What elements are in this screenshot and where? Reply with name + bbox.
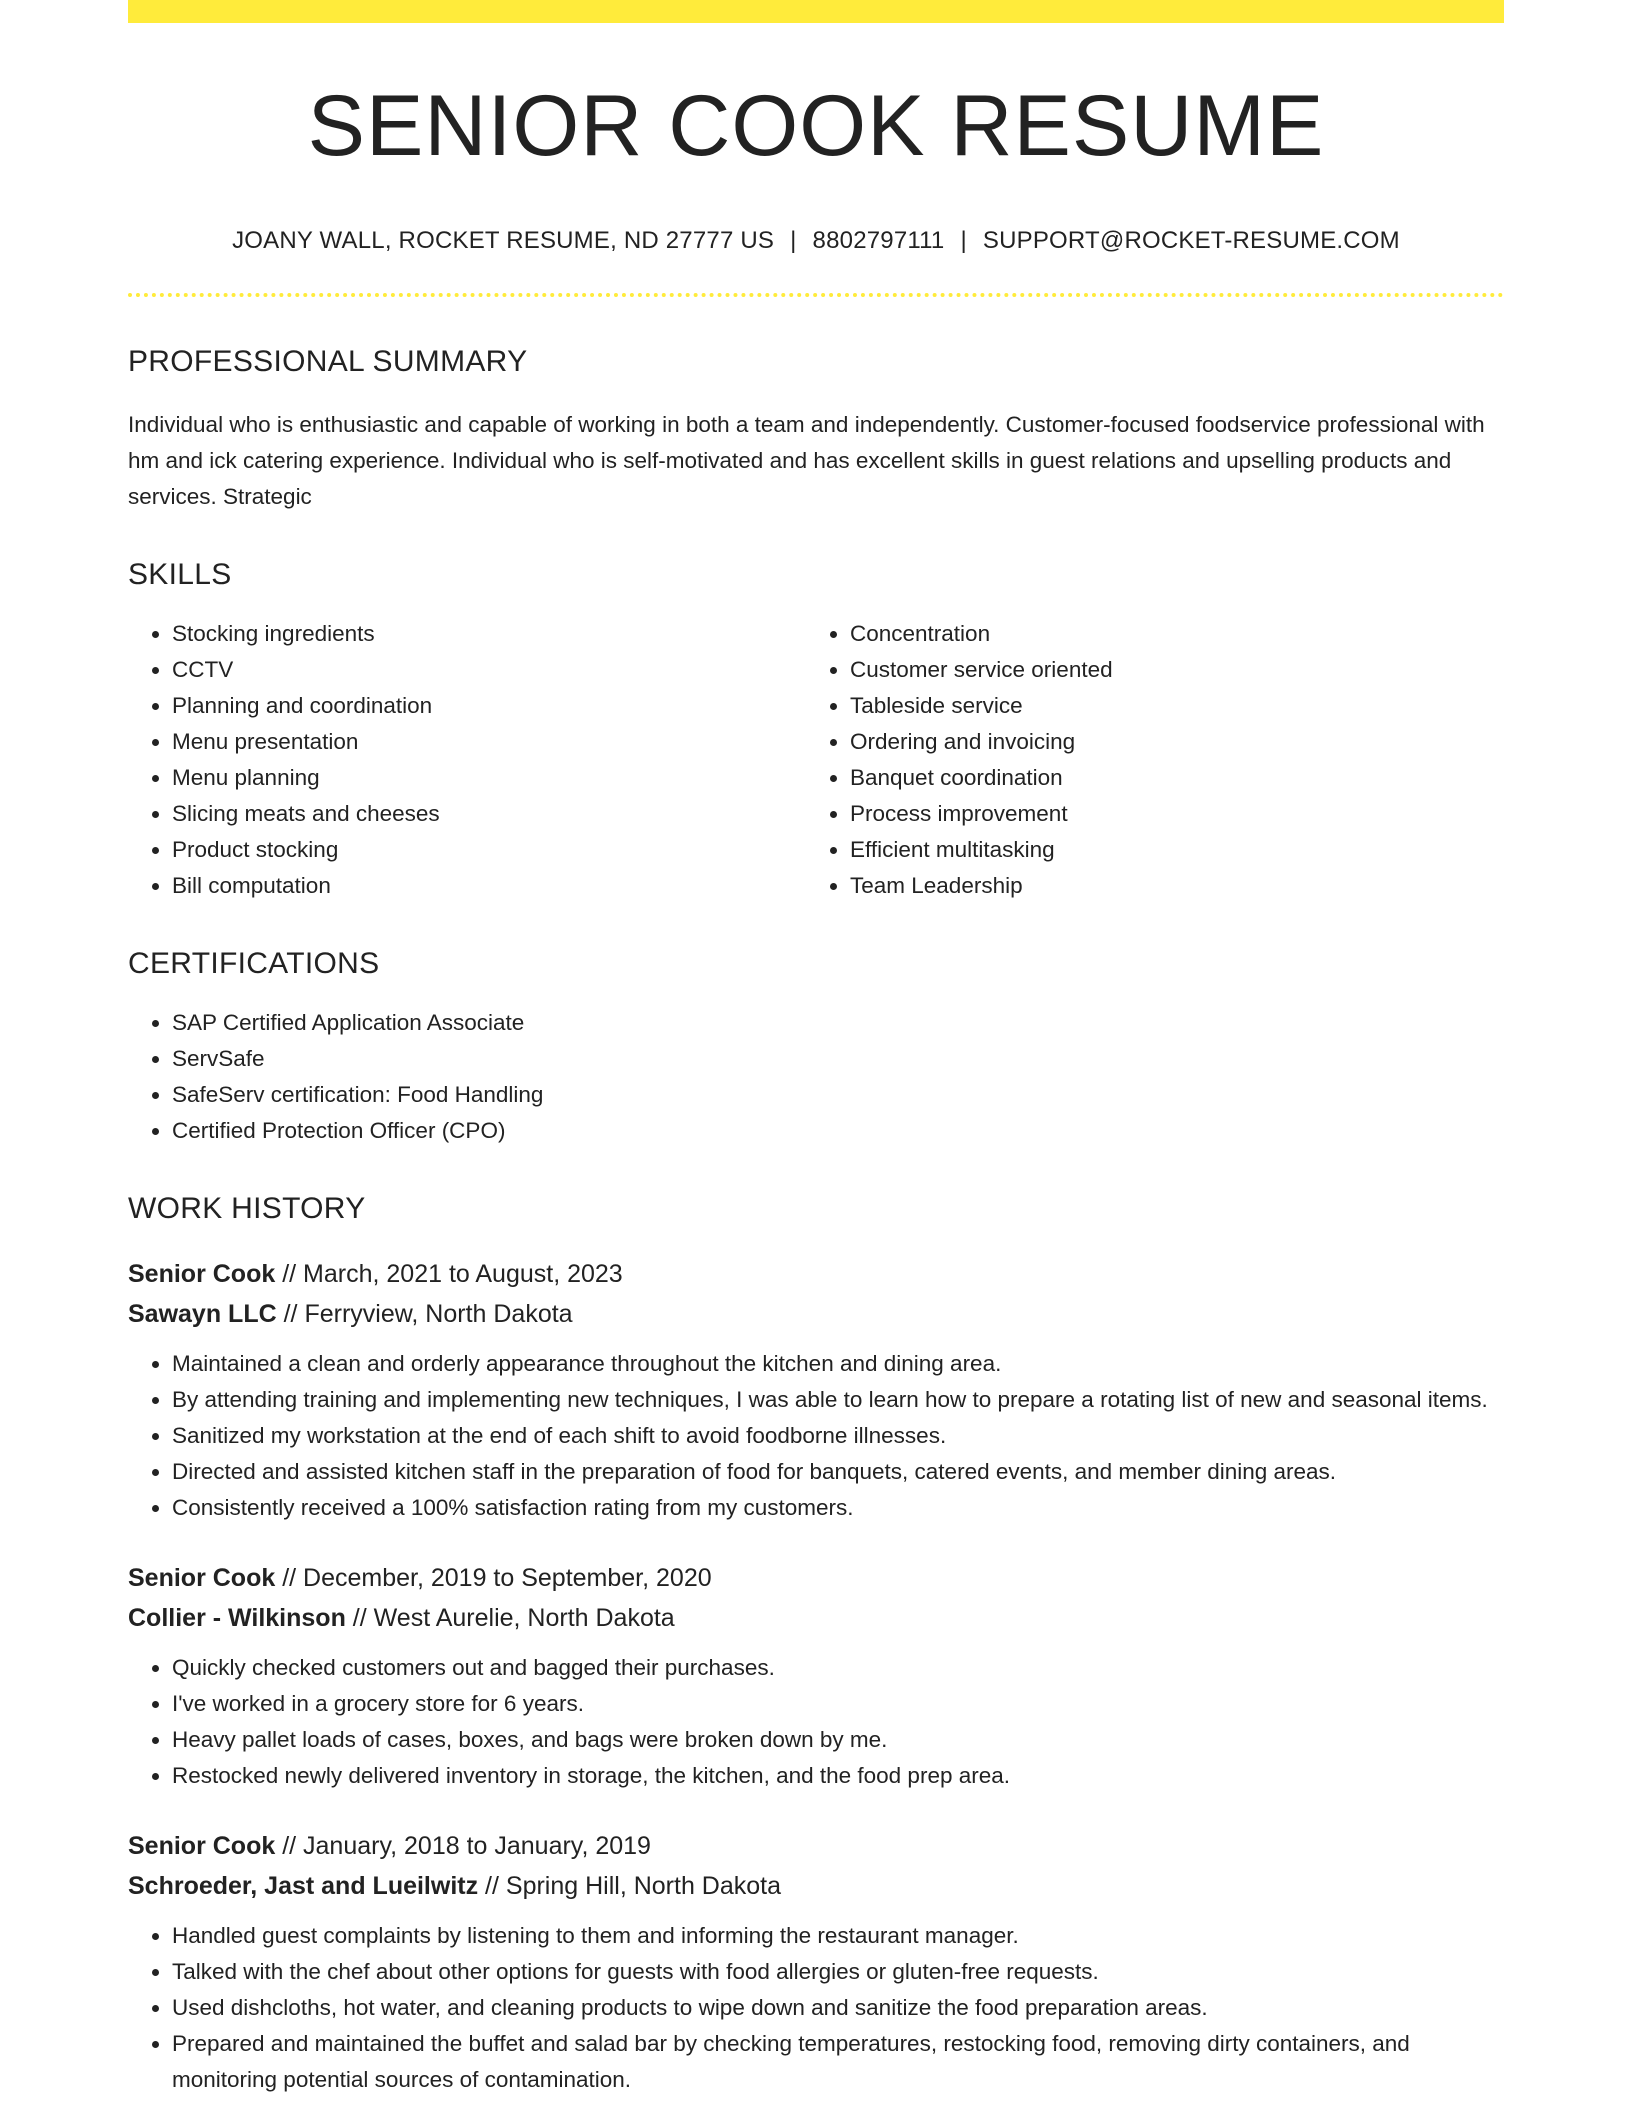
skill-item: • Team Leadership	[850, 868, 1484, 904]
job-bullet: • Quickly checked customers out and bagged their purchases.	[172, 1650, 1504, 1686]
job-location: // Spring Hill, North Dakota	[478, 1872, 782, 1900]
job-title: Senior Cook	[128, 1260, 276, 1288]
certification-item: • ServSafe	[172, 1041, 1504, 1077]
job-bullet: • Prepared and maintained the buffet and salad bar by checking temperatures, restocking food, removing dirty containers, and monitoring potential sources of contamination.	[172, 2026, 1504, 2098]
job-entry	[128, 1254, 1504, 1526]
job-title-line	[128, 1826, 1504, 1866]
skill-item: • Process improvement	[850, 796, 1484, 832]
job-company: Collier - Wilkinson	[128, 1604, 346, 1632]
certifications-heading: CERTIFICATIONS	[128, 947, 380, 980]
contact-address: JOANY WALL, ROCKET RESUME, ND 27777 US	[232, 227, 775, 254]
skills-heading: SKILLS	[128, 558, 232, 591]
job-bullet: • Consistently received a 100% satisfaction rating from my customers.	[172, 1490, 1504, 1526]
job-title-line	[128, 1558, 1504, 1598]
job-dates: // December, 2019 to September, 2020	[275, 1564, 712, 1592]
job-title: Senior Cook	[128, 1832, 276, 1860]
job-bullet: • By attending training and implementing new techniques, I was able to learn how to prepare a rotating list of new and seasonal items.	[172, 1382, 1504, 1418]
job-company: Sawayn LLC	[128, 1300, 277, 1328]
job-dates: // March, 2021 to August, 2023	[275, 1260, 623, 1288]
job-company-line	[128, 1598, 1504, 1638]
header-divider	[128, 293, 1504, 297]
job-bullet: • Heavy pallet loads of cases, boxes, and bags were broken down by me.	[172, 1722, 1504, 1758]
certification-item: • SafeServ certification: Food Handling	[172, 1077, 1504, 1113]
job-location: // West Aurelie, North Dakota	[345, 1604, 675, 1632]
skill-item: • Bill computation	[172, 868, 806, 904]
job-bullet: • Used dishcloths, hot water, and cleaning products to wipe down and sanitize the food preparation areas.	[172, 1990, 1504, 2026]
job-bullet: • Talked with the chef about other options for guests with food allergies or gluten-free requests.	[172, 1954, 1504, 1990]
job-bullets	[128, 1650, 1504, 1794]
skill-item: • Menu planning	[172, 760, 806, 796]
contact-email: SUPPORT@ROCKET-RESUME.COM	[982, 227, 1400, 254]
job-bullets	[128, 1918, 1504, 2098]
skill-item: • CCTV	[172, 652, 806, 688]
job-bullet: • Handled guest complaints by listening to them and informing the restaurant manager.	[172, 1918, 1504, 1954]
skills-grid	[128, 616, 1504, 904]
certification-item: • Certified Protection Officer (CPO)	[172, 1113, 1504, 1149]
job-entry	[128, 1558, 1504, 1794]
skills-left-list	[128, 616, 806, 904]
job-company-line	[128, 1294, 1504, 1334]
job-location: // Ferryview, North Dakota	[276, 1300, 573, 1328]
summary-heading: PROFESSIONAL SUMMARY	[128, 345, 528, 378]
job-bullet: • I've worked in a grocery store for 6 years.	[172, 1686, 1504, 1722]
certifications-list	[128, 1005, 1504, 1149]
job-bullet: • Directed and assisted kitchen staff in the preparation of food for banquets, catered events, and member dining areas.	[172, 1454, 1504, 1490]
job-title-line	[128, 1254, 1504, 1294]
skill-item: • Banquet coordination	[850, 760, 1484, 796]
job-title: Senior Cook	[128, 1564, 276, 1592]
contact-line	[128, 227, 1504, 255]
resume-title: SENIOR COOK RESUME	[307, 78, 1325, 174]
job-bullet: • Sanitized my workstation at the end of each shift to avoid foodborne illnesses.	[172, 1418, 1504, 1454]
job-bullets	[128, 1346, 1504, 1526]
certification-item: • SAP Certified Application Associate	[172, 1005, 1504, 1041]
skills-right-list	[806, 616, 1484, 904]
skill-item: • Tableside service	[850, 688, 1484, 724]
job-company: Schroeder, Jast and Lueilwitz	[128, 1872, 479, 1900]
job-bullet: • Restocked newly delivered inventory in storage, the kitchen, and the food prep area.	[172, 1758, 1504, 1794]
skill-item: • Stocking ingredients	[172, 616, 806, 652]
skill-item: • Ordering and invoicing	[850, 724, 1484, 760]
top-accent-bar	[128, 0, 1504, 23]
contact-separator: |	[960, 227, 967, 254]
job-bullet: • Maintained a clean and orderly appearance throughout the kitchen and dining area.	[172, 1346, 1504, 1382]
skill-item: • Concentration	[850, 616, 1484, 652]
skill-item: • Customer service oriented	[850, 652, 1484, 688]
job-company-line	[128, 1866, 1504, 1906]
skill-item: • Planning and coordination	[172, 688, 806, 724]
work-history-heading: WORK HISTORY	[128, 1192, 366, 1225]
skill-item: • Slicing meats and cheeses	[172, 796, 806, 832]
contact-separator: |	[790, 227, 797, 254]
summary-text: Individual who is enthusiastic and capable of working in both a team and independently. Customer-focused foodservice professional with hm and ick catering experience. Individual who is self-motivated and has excellent skills in guest relations and upselling products and services. Strategic	[128, 412, 1485, 509]
resume-page	[128, 0, 1504, 2098]
skill-item: • Efficient multitasking	[850, 832, 1484, 868]
skill-item: • Product stocking	[172, 832, 806, 868]
skill-item: • Menu presentation	[172, 724, 806, 760]
job-dates: // January, 2018 to January, 2019	[275, 1832, 651, 1860]
contact-phone: 8802797111	[812, 227, 945, 254]
job-entry	[128, 1826, 1504, 2098]
